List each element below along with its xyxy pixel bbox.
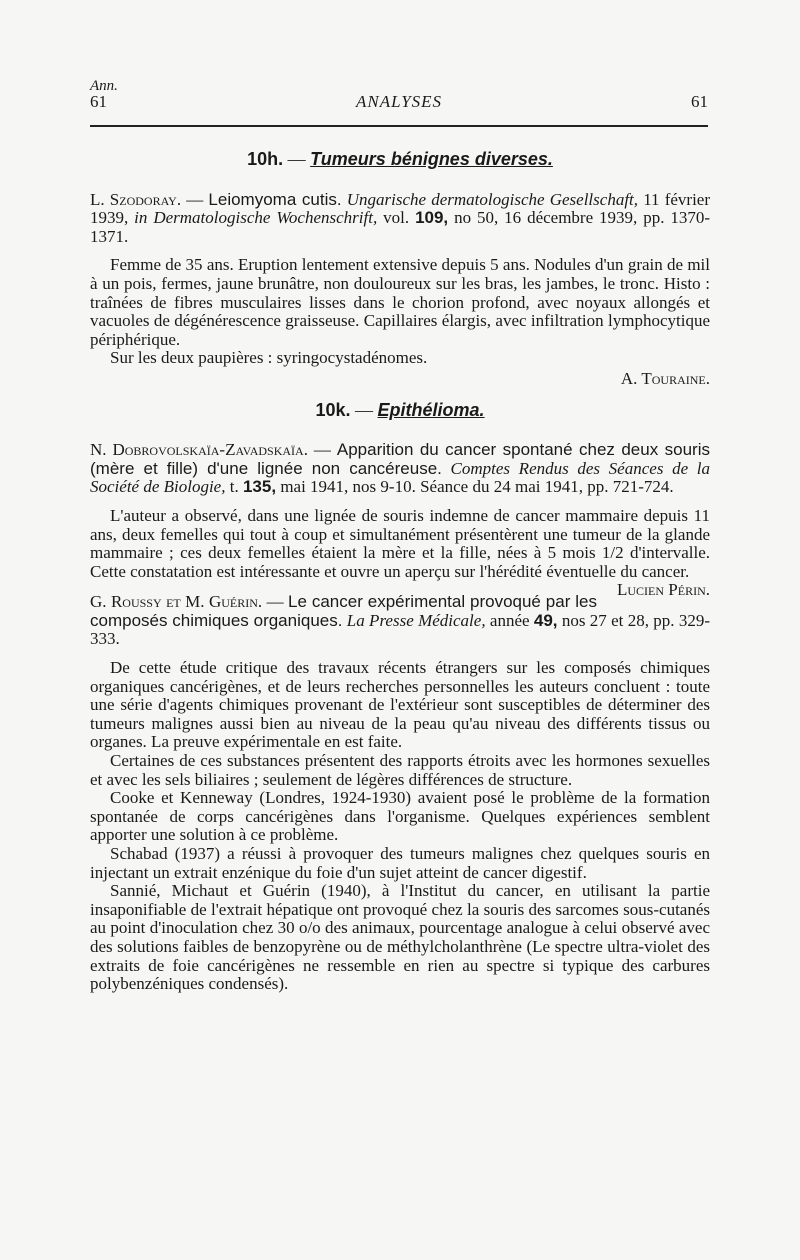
annotation-ann: Ann. bbox=[90, 78, 118, 94]
article-signature: Lucien Périn. bbox=[617, 580, 710, 600]
article-issue-pages: no 50, 16 décembre 1939, pp. 1370-1371. bbox=[90, 208, 711, 246]
article-date: 11 février 1939, bbox=[90, 189, 711, 228]
article-roussy-guerin bbox=[90, 593, 710, 993]
article-paragraph: De cette étude critique des travaux récents étrangers sur les composés chimiques organiques cancérigènes, et de leurs recherches personnelles les auteurs concluent : toute une série d'agents chimiques provenant de l'extérieur sont susceptibles de déterminer des tumeurs malignes aussi bien au niveau de la peau qu'au niveau des différents tissus ou organes. La preuve expérimentale en est faite. bbox=[90, 658, 710, 752]
article-author: N. Dobrovolskaïa-Zavadskaïa. bbox=[90, 440, 308, 460]
article-title: Leiomyoma cutis. bbox=[208, 189, 342, 209]
article-paragraph: Sur les deux paupières : syringocystadénomes. bbox=[110, 348, 428, 368]
article-author: G. Roussy et M. Guérin. bbox=[90, 592, 263, 612]
section-title: Tumeurs bénignes diverses. bbox=[310, 149, 553, 169]
article-tome-label: t. bbox=[229, 477, 239, 497]
article-paragraph: Femme de 35 ans. Eruption lentement extensive depuis 5 ans. Nodules d'un grain de mil à un pois, fermes, jaune brunâtre, non douloureux sur les bras, les jambes, le tronc. Histo : traînées de fibres musculaires lisses dans le chorion profond, avec noyaux allongés et vacuoles de dégénérescence graisseuse. Capillaires élargis, avec infiltration lymphocytique périphérique. bbox=[90, 255, 710, 349]
page-number-left: 61 bbox=[90, 92, 107, 111]
header-rule bbox=[90, 125, 708, 127]
page-body bbox=[90, 150, 710, 994]
article-paragraph: Sannié, Michaut et Guérin (1940), à l'Institut du cancer, en utilisant la partie insaponifiable de l'extrait hépatique ont provoqué chez la souris des sarcomes sous-cutanés au point d'inoculation chez 30 o/o des animaux, pourcentage analogue à celui observé avec des solutions faibles de benzopyrène ou de méthylcholanthrène (Le spectre ultra-violet des extraits de foie cancérigènes ne ressemble en rien au spectre si typique des carbures polybenzéniques condensés). bbox=[90, 881, 710, 994]
article-vol-label: vol. bbox=[383, 208, 410, 228]
article-issue-pages: mai 1941, nos 9-10. Séance du 24 mai 1941, pp. 721-724. bbox=[280, 477, 674, 497]
article-journal: Ungarische dermatologische Gesellschaft, bbox=[346, 189, 639, 209]
article-volume: 109, bbox=[415, 208, 449, 228]
page-number-right: 61 bbox=[691, 92, 708, 111]
article-paragraph bbox=[90, 505, 710, 600]
ref-separator: — bbox=[307, 440, 337, 460]
section-dash: — bbox=[287, 149, 306, 169]
section-title: Epithélioma. bbox=[377, 399, 485, 420]
running-header bbox=[90, 92, 708, 112]
article-reference bbox=[90, 191, 710, 247]
article-journal: Comptes Rendus des Séances de la Société de Biologie, bbox=[90, 458, 710, 497]
article-paragraph: Cooke et Kenneway (Londres, 1924-1930) avaient posé le problème de la formation spontanée de corps cancérigènes dans l'organisme. Quelques expériences semblent apporter une solution à ce problème. bbox=[90, 788, 710, 845]
article-dobrovolskaia bbox=[90, 440, 710, 600]
article-reference bbox=[90, 441, 710, 497]
section-heading-10h bbox=[90, 150, 710, 169]
article-signature: A. Touraine. bbox=[620, 368, 710, 388]
article-issue-pages: nos 27 et 28, pp. 329-333. bbox=[90, 610, 711, 649]
article-szodoray bbox=[90, 191, 710, 389]
section-number: 10h. bbox=[247, 149, 284, 169]
ref-separator: — bbox=[262, 592, 289, 612]
article-author: L. Szodoray. bbox=[90, 189, 182, 209]
article-title: Le cancer expérimental provoqué par les composés chimiques organiques. bbox=[90, 592, 598, 630]
article-in: in bbox=[134, 208, 148, 228]
ref-separator: — bbox=[181, 189, 209, 209]
section-number: 10k. bbox=[315, 399, 351, 420]
article-reference bbox=[90, 593, 710, 649]
running-title: ANALYSES bbox=[355, 92, 443, 111]
article-title: Apparition du cancer spontané chez deux souris (mère et fille) d'une lignée non cancéreuse. bbox=[90, 440, 710, 478]
article-annee: 49, bbox=[533, 610, 558, 630]
article-paragraph: Schabad (1937) a réussi à provoquer des tumeurs malignes chez quelques souris en injectant un extrait enzénique du foie d'un sujet atteint de cancer digestif. bbox=[90, 844, 710, 882]
article-paragraph: Certaines de ces substances présentent des rapports étroits avec les hormones sexuelles et avec les sels biliaires ; seulement de légères différences de structure. bbox=[90, 751, 710, 789]
section-heading-10k bbox=[90, 401, 710, 420]
section-dash: — bbox=[355, 399, 374, 420]
article-paragraph-text: L'auteur a observé, dans une lignée de souris indemne de cancer mammaire depuis 11 ans, deux femelles qui tout à coup et simultanément présentèrent une tumeur de la glande mammaire ; ces deux femelles étaient la mère et la fille, nées à 5 mois 1/2 d'intervalle. Cette constatation est intéressante et ouvre un aperçu sur l'hérédité éventuelle du cancer. bbox=[90, 505, 710, 581]
article-tome: 135, bbox=[242, 477, 277, 497]
article-annee-label: année bbox=[489, 610, 530, 630]
article-journal: La Presse Médicale, bbox=[346, 610, 486, 630]
article-journal-2: Dermatologische Wochenschrift, bbox=[153, 208, 378, 228]
